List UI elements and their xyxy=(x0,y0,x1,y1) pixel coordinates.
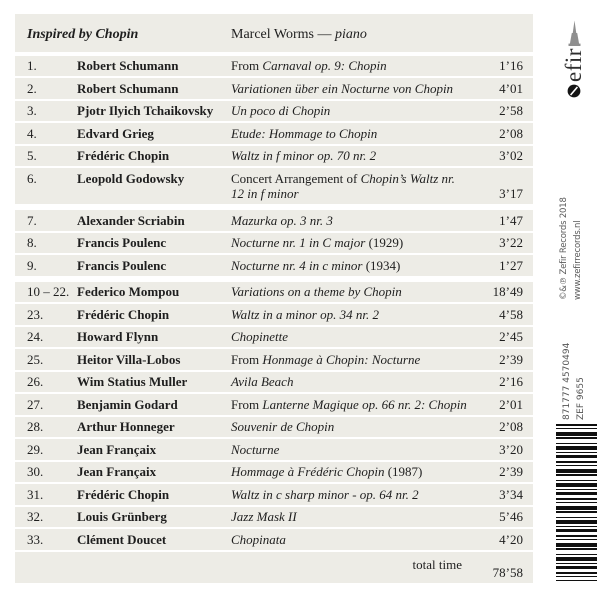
track-composer: Frédéric Chopin xyxy=(77,486,170,502)
track-title-italic: Nocturne xyxy=(231,441,280,457)
track-title-italic: Un poco di Chopin xyxy=(231,103,331,118)
track-number: 29. xyxy=(27,441,44,457)
track-title xyxy=(231,284,475,300)
track-row xyxy=(15,484,533,507)
track-number: 8. xyxy=(27,235,37,250)
track-duration: 5’46 xyxy=(499,509,523,524)
track-title-italic: Nocturne nr. 1 in C major xyxy=(231,235,366,250)
track-duration: 4’01 xyxy=(499,80,523,96)
track-title xyxy=(231,213,475,229)
track-duration: 1’16 xyxy=(499,58,523,73)
track-row xyxy=(15,462,533,485)
track-list xyxy=(15,56,533,552)
track-title xyxy=(231,258,475,274)
track-number: 6. xyxy=(27,170,37,186)
copyright-line: ©&℗ Zefir Records 2018 xyxy=(559,197,569,300)
track-row xyxy=(15,507,533,530)
track-row xyxy=(15,56,533,79)
track-row xyxy=(15,304,533,327)
catalog-number: ZEF 9655 xyxy=(576,377,586,420)
track-title-prefix: From xyxy=(231,351,263,367)
track-title xyxy=(231,532,475,548)
track-composer: Frédéric Chopin xyxy=(77,148,170,163)
zefir-z-circle-icon xyxy=(567,84,581,98)
track-title-suffix: (1934) xyxy=(362,257,401,273)
label-credits xyxy=(557,196,591,300)
track-duration: 2’58 xyxy=(499,103,523,118)
track-composer: Robert Schumann xyxy=(77,80,179,96)
track-composer: Pjotr Ilyich Tchaikovsky xyxy=(77,103,214,118)
zefir-logo xyxy=(553,18,595,98)
track-duration: 3’20 xyxy=(499,441,523,457)
track-title-italic: Variationen über ein Nocturne von Chopin xyxy=(231,80,454,96)
track-title-suffix: (1929) xyxy=(365,235,404,250)
track-title-italic: Lanterne Magique op. 66 nr. 2: Chopin xyxy=(262,396,467,412)
track-composer: Heitor Villa-Lobos xyxy=(77,351,181,367)
track-title-prefix: From xyxy=(231,396,263,412)
track-title-italic: Chopin’s Waltz nr. 12 in f minor xyxy=(231,170,455,201)
track-number: 1. xyxy=(27,58,37,73)
album-title: Inspired by Chopin xyxy=(27,27,139,42)
track-number: 25. xyxy=(27,351,44,367)
track-title xyxy=(231,487,475,503)
track-title-italic: Jazz Mask II xyxy=(231,509,297,524)
track-title xyxy=(231,397,475,413)
track-number: 2. xyxy=(27,80,37,96)
track-row xyxy=(15,78,533,101)
track-title-italic: Nocturne nr. 4 in c minor xyxy=(231,257,363,273)
track-number: 28. xyxy=(27,419,44,434)
total-time-value: 78’58 xyxy=(492,565,523,580)
track-duration: 4’20 xyxy=(499,531,523,547)
track-row xyxy=(15,349,533,372)
track-composer: Federico Mompou xyxy=(77,284,180,299)
track-title-italic: Etude: Hommage to Chopin xyxy=(231,125,378,141)
track-duration: 2’39 xyxy=(499,464,523,479)
track-number: 31. xyxy=(27,486,44,502)
track-duration: 4’58 xyxy=(499,306,523,322)
track-composer: Benjamin Godard xyxy=(77,396,178,412)
zefir-logo-letters: efir xyxy=(560,48,586,82)
track-duration: 3’22 xyxy=(499,235,523,250)
track-duration: 3’17 xyxy=(499,186,523,201)
track-duration: 3’02 xyxy=(499,148,523,163)
track-title-italic: Variations on a theme by Chopin xyxy=(231,284,402,299)
track-number: 24. xyxy=(27,329,44,344)
track-title-italic: Souvenir de Chopin xyxy=(231,419,335,434)
track-composer: Alexander Scriabin xyxy=(77,212,185,228)
track-title xyxy=(231,419,475,435)
track-row xyxy=(15,372,533,395)
track-duration: 2’45 xyxy=(499,329,523,344)
performer-instrument: piano xyxy=(334,27,367,42)
track-composer: Francis Poulenc xyxy=(77,257,167,273)
track-duration: 1’47 xyxy=(499,212,523,228)
track-composer: Robert Schumann xyxy=(77,58,179,73)
track-title xyxy=(231,126,475,142)
track-number: 27. xyxy=(27,396,44,412)
track-duration: 2’16 xyxy=(499,374,523,389)
track-row xyxy=(15,327,533,350)
track-title xyxy=(231,148,475,164)
track-duration: 1’27 xyxy=(499,257,523,273)
track-title-italic: Waltz in f minor op. 70 nr. 2 xyxy=(231,148,377,163)
track-composer: Arthur Honneger xyxy=(77,419,175,434)
track-row xyxy=(15,282,533,305)
track-row xyxy=(15,417,533,440)
track-title-prefix: From xyxy=(231,58,263,73)
track-composer: Clément Doucet xyxy=(77,531,167,547)
track-composer: Jean Françaix xyxy=(77,464,157,479)
track-row xyxy=(15,439,533,462)
track-row xyxy=(15,529,533,552)
track-title xyxy=(231,81,475,97)
track-row xyxy=(15,123,533,146)
track-composer: Francis Poulenc xyxy=(77,235,167,250)
performer xyxy=(231,27,523,43)
track-number: 32. xyxy=(27,509,44,524)
track-title xyxy=(231,329,475,345)
track-duration: 3’34 xyxy=(499,486,523,502)
track-title xyxy=(231,352,475,368)
track-number: 23. xyxy=(27,306,44,322)
track-number: 30. xyxy=(27,464,44,479)
track-composer: Jean Françaix xyxy=(77,441,157,457)
track-title xyxy=(231,374,475,390)
track-title-italic: Waltz in a minor op. 34 nr. 2 xyxy=(231,306,379,322)
track-number: 3. xyxy=(27,103,37,118)
track-composer: Louis Grünberg xyxy=(77,509,167,524)
track-title-prefix: Concert Arrangement of xyxy=(231,170,361,186)
track-number: 10 – 22. xyxy=(27,284,70,299)
zefir-spire-icon xyxy=(568,20,581,46)
track-number: 33. xyxy=(27,531,44,547)
track-title-italic: Carnaval op. 9: Chopin xyxy=(262,58,387,73)
track-row xyxy=(15,168,533,206)
track-number: 9. xyxy=(27,257,37,273)
track-title xyxy=(231,235,475,251)
track-title xyxy=(231,509,475,525)
track-title xyxy=(231,171,475,202)
track-title-italic: Hommage à Frédéric Chopin xyxy=(231,464,385,479)
track-number: 26. xyxy=(27,374,44,389)
track-composer: Leopold Godowsky xyxy=(77,170,185,186)
track-duration: 2’01 xyxy=(499,396,523,412)
website-line: www.zefirrecords.nl xyxy=(573,220,583,300)
track-title-italic: Mazurka op. 3 nr. 3 xyxy=(231,212,333,228)
track-row xyxy=(15,233,533,256)
track-row xyxy=(15,255,533,278)
track-number: 5. xyxy=(27,148,37,163)
track-title xyxy=(231,307,475,323)
track-title-italic: Avila Beach xyxy=(231,374,294,389)
barcode xyxy=(556,424,597,581)
track-composer: Edvard Grieg xyxy=(77,125,154,141)
track-duration: 2’08 xyxy=(499,419,523,434)
track-row xyxy=(15,101,533,124)
tracklist-card xyxy=(15,14,533,583)
track-number: 4. xyxy=(27,125,37,141)
track-composer: Howard Flynn xyxy=(77,329,159,344)
catalog-numbers xyxy=(560,323,590,420)
track-number: 7. xyxy=(27,212,37,228)
track-title xyxy=(231,464,475,480)
track-row xyxy=(15,146,533,169)
track-duration: 2’39 xyxy=(499,351,523,367)
track-title xyxy=(231,103,475,119)
track-title-italic: Chopinette xyxy=(231,329,289,344)
track-composer: Wim Statius Muller xyxy=(77,374,188,389)
track-title xyxy=(231,58,475,74)
total-time-label: total time xyxy=(412,556,462,572)
track-composer: Frédéric Chopin xyxy=(77,306,170,322)
track-duration: 18’49 xyxy=(492,284,523,299)
performer-name: Marcel Worms — xyxy=(231,27,335,42)
track-title xyxy=(231,442,475,458)
track-row xyxy=(15,210,533,233)
track-duration: 2’08 xyxy=(499,125,523,141)
track-title-italic: Chopinata xyxy=(231,531,286,547)
track-title-italic: Waltz in c sharp minor - op. 64 nr. 2 xyxy=(231,486,419,502)
track-title-suffix: (1987) xyxy=(384,464,423,479)
track-title-italic: Honmage à Chopin: Nocturne xyxy=(262,351,421,367)
total-time-row xyxy=(15,552,533,584)
ean-number: 871777 4570494 xyxy=(562,342,572,420)
card-header xyxy=(15,14,533,56)
track-row xyxy=(15,394,533,417)
